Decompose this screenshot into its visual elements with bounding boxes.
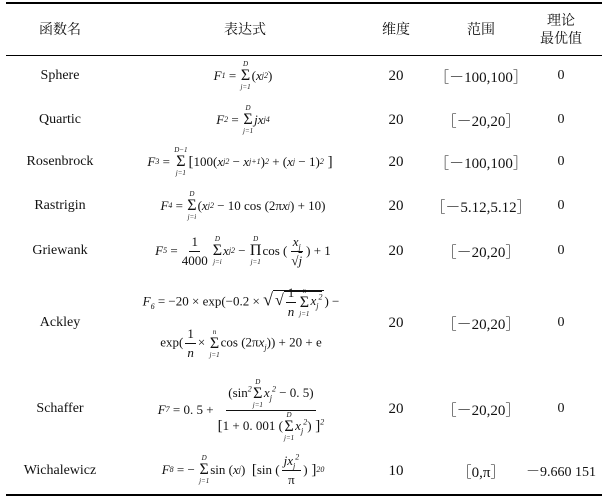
function-name: Wichalewicz <box>23 463 97 478</box>
dimension-value: 20 <box>388 197 404 214</box>
dimension-value: 10 <box>388 462 404 479</box>
dimension-value: 20 <box>388 314 404 331</box>
range-value: ［－100,100］ <box>434 69 528 86</box>
dimension-value: 20 <box>388 67 404 84</box>
range-value: ［－100,100］ <box>434 155 528 172</box>
range-value: ［－5.12,5.12］ <box>430 199 532 216</box>
header-function-name: 函数名 <box>39 21 81 38</box>
function-name: Ackley <box>39 315 81 330</box>
optimal-value: 0 <box>557 112 565 127</box>
range-value: ［－20,20］ <box>441 113 521 130</box>
header-optimal-line1: 理论 <box>547 12 575 29</box>
expression-formula: F 2 = D Σ j=1 jx j 4 <box>216 104 270 135</box>
header-optimal-value <box>520 4 602 55</box>
optimal-value: －9.660 151 <box>526 465 596 480</box>
expression-formula: F 3 = D−1 Σ j=1 [ 100( x j 2 − x j+1 ) 2 + ( x j − 1) 2 ] <box>147 146 333 177</box>
function-name: Schaffer <box>36 401 84 416</box>
dimension-value: 20 <box>388 153 404 170</box>
expression-formula: F 1 = D Σ j=1 ( x j 2 ) <box>213 60 273 91</box>
expression-formula: F 7 = 0. 5 + ($\sin^2$ D Σ j=1 $x_j^2 - 0$. 5) [1 + 0. 001 ( D Σ j=1 $x_j^2$) ]$^2$ <box>157 377 325 442</box>
optimal-value: 0 <box>557 401 565 416</box>
dimension-value: 20 <box>388 111 404 128</box>
range-value: ［－20,20］ <box>441 316 521 333</box>
header-dimension: 维度 <box>382 21 410 38</box>
function-name: Quartic <box>39 112 81 127</box>
dimension-value: 20 <box>388 242 404 259</box>
optimal-value: 0 <box>557 68 565 83</box>
header-optimal-line2: 最优值 <box>540 30 582 47</box>
expression-formula: F 8 = − D Σ j=1 sin ( x j ) [ sin ( $\frac{jx_j^2}{\pi}$ ) ] 20 <box>161 452 325 487</box>
table-header-rule <box>6 55 602 56</box>
optimal-value: 0 <box>557 154 565 169</box>
function-name: Griewank <box>32 243 88 258</box>
header-expression: 表达式 <box>224 21 266 38</box>
range-value: ［0,π］ <box>456 464 506 481</box>
dimension-value: 20 <box>388 400 404 417</box>
expression-formula: $F_6 = -20 \times \exp(-0.2$ × √ √ $\frac{1}{n}$ n Σ j=1 $x_j^2$ ) − exp( $\frac{1}{n}$ × n Σ j=1 $\cos (2\pi x_j)) + 20 + e$ <box>142 285 340 360</box>
function-name: Rosenbrock <box>26 154 94 169</box>
optimal-value: 0 <box>557 198 565 213</box>
expression-formula: F 4 = D Σ j=i ( x j 2 − 10 cos (2π x j ) + 10) <box>160 190 326 221</box>
table-bottom-rule <box>6 494 602 496</box>
header-range: 范围 <box>467 21 495 38</box>
expression-formula: F 5 = $\frac{1}{4000}$ D Σ j=i x j 2 − D Π j=1 cos ( $\frac{x_j}{√j}$ ) + 1 <box>155 233 331 268</box>
range-value: ［－20,20］ <box>441 244 521 261</box>
range-value: ［－20,20］ <box>441 402 521 419</box>
function-name: Sphere <box>40 68 80 83</box>
optimal-value: 0 <box>557 243 565 258</box>
optimal-value: 0 <box>557 315 565 330</box>
function-name: Rastrigin <box>34 198 86 213</box>
